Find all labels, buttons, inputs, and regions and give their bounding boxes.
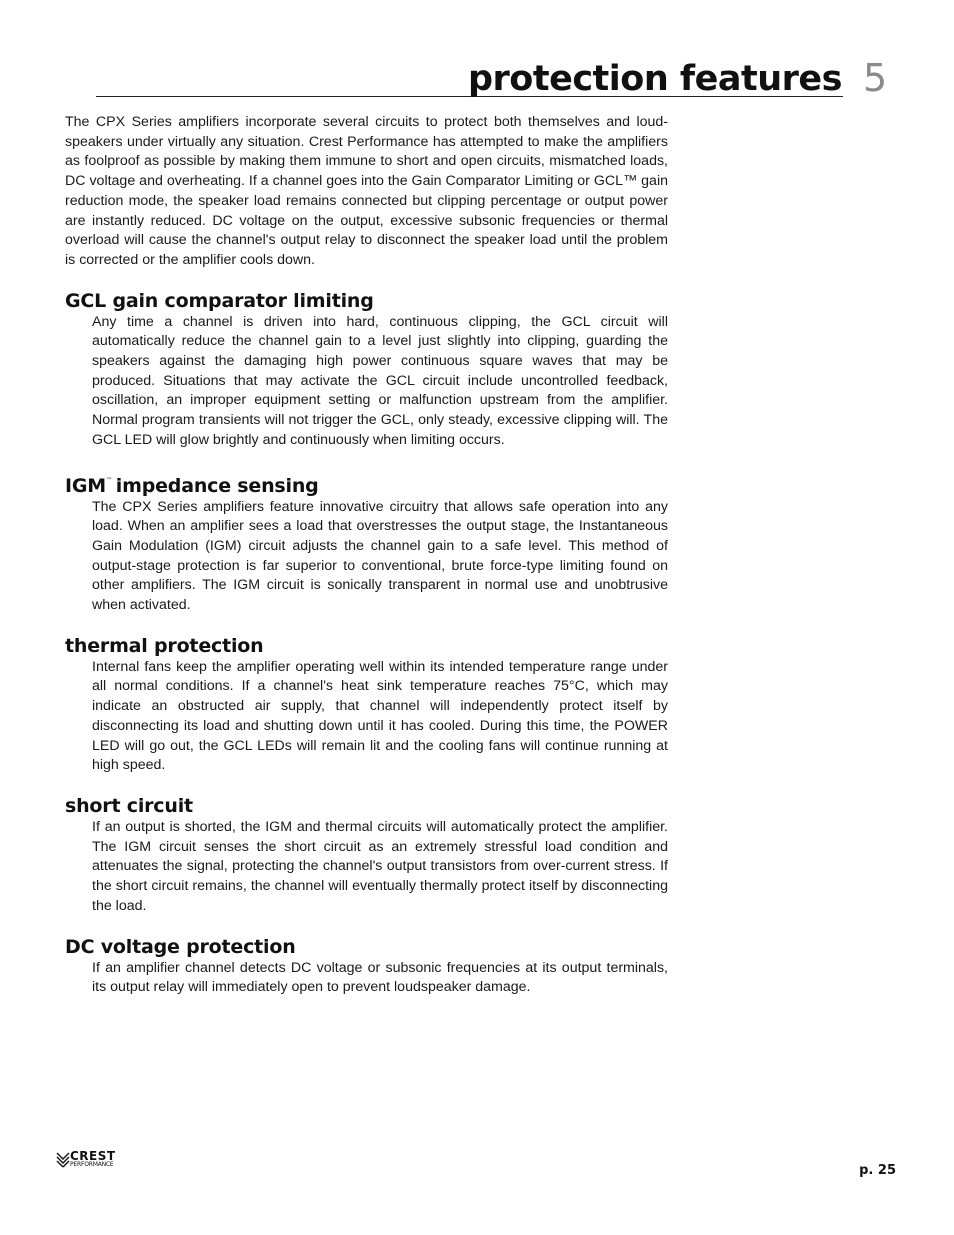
trademark-mark: ™	[105, 476, 112, 484]
section-heading-short-circuit: short circuit	[65, 794, 193, 817]
section-short-circuit	[65, 794, 668, 917]
igm-heading-main: IGM	[65, 474, 106, 497]
section-thermal	[65, 634, 668, 776]
section-body-short-circuit: If an output is shorted, the IGM and thermal circuits will automatically protect the amplifier. The IGM circuit senses the short circuit as an extremely stressful load condition and attenuates the signal, protecting the channel's output transistors from over-current stress. If the short circuit remains, the channel will eventually thermally protect itself by disconnecting the load.	[92, 818, 668, 914]
section-heading-gcl: GCL gain comparator limiting	[65, 289, 374, 312]
section-gcl	[65, 289, 668, 451]
page-content	[65, 113, 668, 998]
page-title: protection features	[467, 59, 842, 99]
section-heading-thermal: thermal protection	[65, 634, 264, 657]
logo-sub: PERFORMANCE	[70, 1161, 114, 1168]
section-body-igm: The CPX Series amplifiers feature innovative circuitry that allows safe operation into any load. When an amplifier sees a load that overstresses the output stage, the Instantaneous Gain Modulation (IGM) circuit adjusts the channel gain to a safe level. This method of output-stage protection is far superior to conventional, brute force-type limiting found on other amplifiers. The IGM circuit is sonically transparent in normal use and unobtrusive when activated.	[92, 498, 668, 614]
crest-logo	[56, 1151, 128, 1171]
section-body-gcl: Any time a channel is driven into hard, continuous clipping, the GCL circuit will automatically reduce the channel gain to a level just slightly into clipping, guarding the speakers against the damaging high power continuous square waves that may be produced. Situations that may activate the GCL circuit include uncontrolled feedback, oscillation, an improper equipment setting or malfunction upstream from the amplifier. Normal program transients will not trigger the GCL, only steady, excessive clipping will. The GCL LED will glow brightly and continuously when limiting occurs.	[92, 313, 668, 448]
page-number: p. 25	[859, 1163, 896, 1178]
crest-mark-icon	[56, 1152, 70, 1168]
intro-paragraph: The CPX Series amplifiers incorporate several circuits to protect both themselves and loud-speakers under virtually any situation. Crest Performance has attempted to make the amplifiers as foolproof as possible by making them immune to short and open circuits, mismatched loads, DC voltage and overheating. If a channel goes into the Gain Comparator Limiting or GCL™ gain reduction mode, the speaker load remains connected but clipping percentage or output power are instantly reduced. DC voltage on the output, excessive subsonic frequencies or thermal overload will cause the channel's output relay to disconnect the speaker load until the problem is corrected or the amplifier cools down.	[65, 114, 668, 268]
logo-brand: CREST	[70, 1149, 116, 1163]
section-heading-igm	[65, 469, 668, 498]
chapter-number: 5	[863, 56, 888, 100]
section-dc-voltage	[65, 935, 668, 998]
section-body-dc-voltage: If an amplifier channel detects DC voltage or subsonic frequencies at its output terminals, its output relay will immediately open to prevent loudspeaker damage.	[92, 959, 668, 996]
section-igm	[65, 469, 668, 616]
section-heading-dc-voltage: DC voltage protection	[65, 935, 296, 958]
section-body-thermal: Internal fans keep the amplifier operating well within its intended temperature range under all normal conditions. If a channel's heat sink temperature reaches 75°C, which may indicate an obstructed air supply, that channel will independently protect itself by disconnecting its load and shutting down until it has cooled. During this time, the POWER LED will go out, the GCL LEDs will remain lit and the cooling fans will continue running at high speed.	[92, 658, 668, 774]
igm-heading-rest: impedance sensing	[115, 474, 319, 497]
